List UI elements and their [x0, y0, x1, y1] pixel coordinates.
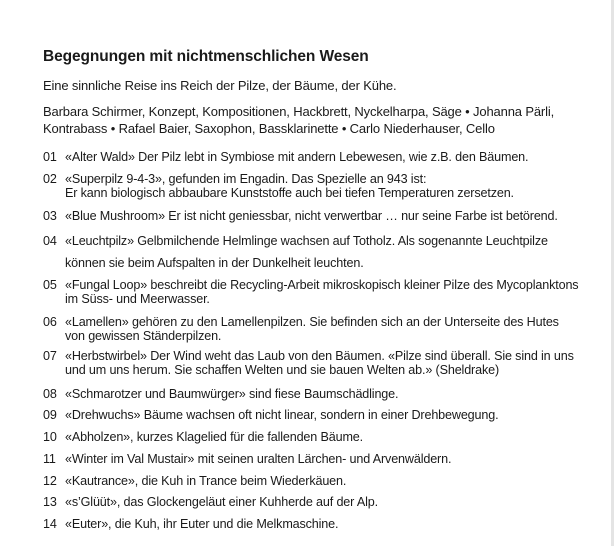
track-number: 10 — [43, 430, 57, 444]
track-item — [43, 349, 603, 377]
track-text — [65, 172, 603, 200]
track-number: 07 — [43, 349, 57, 363]
track-text-line-2: im Süss- und Meerwasser. — [65, 292, 210, 306]
track-text — [65, 517, 603, 531]
track-number: 09 — [43, 408, 57, 422]
page-title: Begegnungen mit nichtmenschlichen Wesen — [43, 48, 369, 65]
track-text — [65, 452, 603, 466]
track-text-line-1: «Blue Mushroom» Er ist nicht geniessbar, nicht verwertbar … nur seine Farbe ist betörend. — [65, 209, 558, 223]
track-text-line-1: «Abholzen», kurzes Klagelied für die fallenden Bäume. — [65, 430, 363, 444]
track-text-line-2: und um uns herum. Sie schaffen Welten und sie bauen Welten ab.» (Sheldrake) — [65, 363, 500, 377]
track-text — [65, 278, 603, 306]
track-text — [65, 430, 603, 444]
track-text-line-1: «s’Glüüt», das Glockengeläut einer Kuhherde auf der Alp. — [65, 495, 378, 509]
track-number: 02 — [43, 172, 57, 186]
track-item — [43, 315, 603, 343]
track-number: 12 — [43, 474, 57, 488]
track-number: 13 — [43, 495, 57, 509]
track-text-line-2: von gewissen Ständerpilzen. — [65, 329, 222, 343]
track-text-line-1: «Winter im Val Mustair» mit seinen uralten Lärchen- und Arvenwäldern. — [65, 452, 452, 466]
track-item — [43, 278, 603, 306]
track-item — [43, 474, 603, 488]
track-item — [43, 209, 603, 223]
track-text-line-1: «Superpilz 9-4-3», gefunden im Engadin. Das Spezielle an 943 ist: — [65, 172, 427, 186]
track-number: 14 — [43, 517, 57, 531]
track-item — [43, 408, 603, 422]
track-text — [65, 209, 603, 223]
track-text-line-1: «Kautrance», die Kuh in Trance beim Wiederkäuen. — [65, 474, 347, 488]
track-item — [43, 517, 603, 531]
page-subtitle: Eine sinnliche Reise ins Reich der Pilze, der Bäume, der Kühe. — [43, 78, 397, 93]
track-number: 11 — [43, 452, 56, 466]
track-item — [43, 452, 603, 466]
track-text-line-1: «Euter», die Kuh, ihr Euter und die Melkmaschine. — [65, 517, 339, 531]
track-number: 04 — [43, 234, 57, 248]
track-text-line-1: «Alter Wald» Der Pilz lebt in Symbiose mit andern Lebewesen, wie z.B. den Bäumen. — [65, 150, 529, 164]
track-item — [43, 172, 603, 200]
track-number: 08 — [43, 387, 57, 401]
credits-line-2: Kontrabass • Rafael Baier, Saxophon, Bassklarinette • Carlo Niederhauser, Cello — [43, 121, 495, 136]
track-text-line-1: «Fungal Loop» beschreibt die Recycling-Arbeit mikroskopisch kleiner Pilze des Mycoplanktons — [65, 278, 579, 292]
track-number: 03 — [43, 209, 57, 223]
track-item — [43, 230, 603, 274]
track-text — [65, 474, 603, 488]
track-text — [65, 349, 603, 377]
track-item — [43, 495, 603, 509]
track-text — [65, 495, 603, 509]
track-item — [43, 430, 603, 444]
track-text-line-2: können sie beim Aufspalten in der Dunkelheit leuchten. — [65, 256, 364, 270]
track-number: 05 — [43, 278, 57, 292]
track-text-line-2: Er kann biologisch abbaubare Kunststoffe auch bei tiefen Temperaturen zersetzen. — [65, 186, 514, 200]
track-number: 06 — [43, 315, 57, 329]
track-item — [43, 387, 603, 401]
track-text-line-1: «Schmarotzer und Baumwürger» sind fiese Baumschädlinge. — [65, 387, 399, 401]
track-text-line-1: «Leuchtpilz» Gelbmilchende Helmlinge wachsen auf Totholz. Als sogenannte Leuchtpilze — [65, 234, 548, 248]
track-text — [65, 387, 603, 401]
credits — [43, 103, 603, 137]
track-text-line-1: «Herbstwirbel» Der Wind weht das Laub von den Bäumen. «Pilze sind überall. Sie sind in uns — [65, 349, 574, 363]
track-text — [65, 230, 603, 274]
track-text — [65, 315, 603, 343]
track-text-line-1: «Lamellen» gehören zu den Lamellenpilzen. Sie befinden sich an der Unterseite des Hutes — [65, 315, 559, 329]
track-text — [65, 150, 603, 164]
track-text — [65, 408, 603, 422]
credits-line-1: Barbara Schirmer, Konzept, Kompositionen, Hackbrett, Nyckelharpa, Säge • Johanna Pärli, — [43, 104, 555, 119]
track-item — [43, 150, 603, 164]
track-text-line-1: «Drehwuchs» Bäume wachsen oft nicht linear, sondern in einer Drehbewegung. — [65, 408, 499, 422]
header — [43, 47, 603, 137]
track-number: 01 — [43, 150, 57, 164]
